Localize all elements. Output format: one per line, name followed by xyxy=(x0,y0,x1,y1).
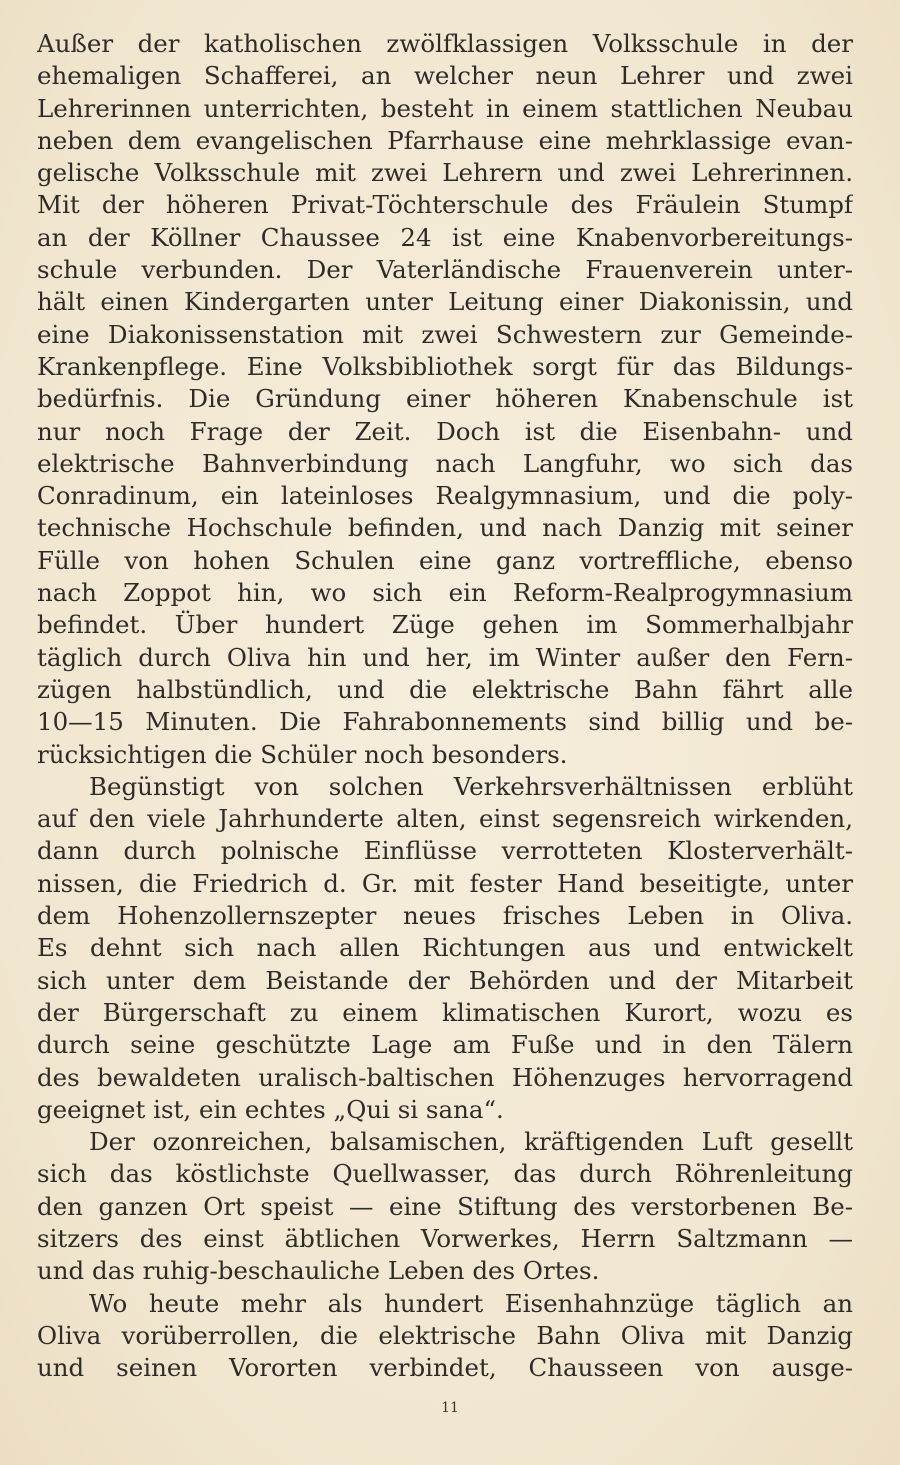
text-line: Es dehnt sich nach allen Richtungen aus und entwickelt xyxy=(37,933,853,963)
text-line: dem Hohenzollernszepter neues frisches Leben in Oliva. xyxy=(37,901,853,931)
text-line: rücksichtigen die Schüler noch besonders. xyxy=(37,739,568,769)
text-line: schule verbunden. Der Vaterländische Frauenverein unter- xyxy=(37,255,853,285)
text-line: dann durch polnische Einflüsse verrotteten Klosterverhält- xyxy=(37,836,853,866)
text-line: befindet. Über hundert Züge gehen im Sommerhalbjahr xyxy=(37,610,853,640)
text-line: Der ozonreichen, balsamischen, kräftigenden Luft gesellt xyxy=(89,1127,853,1157)
text-line: gelische Volksschule mit zwei Lehrern und zwei Lehrerinnen. xyxy=(37,158,853,188)
text-line: technische Hochschule befinden, und nach Danzig mit seiner xyxy=(37,513,853,543)
paragraph xyxy=(37,1288,853,1385)
text-line: und seinen Vororten verbindet, Chausseen von ausge- xyxy=(37,1353,853,1383)
body-text xyxy=(37,28,853,1384)
text-line: Mit der höheren Privat-Töchterschule des Fräulein Stumpf xyxy=(37,190,853,220)
text-line: ehemaligen Schafferei, an welcher neun Lehrer und zwei xyxy=(37,61,853,91)
paragraph xyxy=(37,771,853,1126)
text-line: sich das köstlichste Quellwasser, das durch Röhrenleitung xyxy=(37,1159,853,1189)
text-line: und das ruhig-beschauliche Leben des Ortes. xyxy=(37,1256,600,1286)
text-line: eine Diakonissenstation mit zwei Schwestern zur Gemeinde- xyxy=(37,319,853,349)
text-line: nach Zoppot hin, wo sich ein Reform-Realprogymnasium xyxy=(37,578,853,608)
text-line: des bewaldeten uralisch-baltischen Höhenzuges hervorragend xyxy=(37,1062,853,1092)
text-line: der Bürgerschaft zu einem klimatischen Kurort, wozu es xyxy=(37,997,853,1027)
text-line: 10—15 Minuten. Die Fahrabonnements sind billig und be- xyxy=(37,707,853,737)
text-line: Lehrerinnen unterrichten, besteht in einem stattlichen Neubau xyxy=(37,93,853,123)
text-line: durch seine geschützte Lage am Fuße und in den Tälern xyxy=(37,1030,853,1060)
text-line: den ganzen Ort speist — eine Stiftung des verstorbenen Be- xyxy=(37,1191,853,1221)
text-line: Oliva vorüberrollen, die elektrische Bahn Oliva mit Danzig xyxy=(37,1320,853,1350)
text-line: auf den viele Jahrhunderte alten, einst segensreich wirkenden, xyxy=(37,804,853,834)
text-line: täglich durch Oliva hin und her, im Winter außer den Fern- xyxy=(37,642,853,672)
text-line: neben dem evangelischen Pfarrhause eine mehrklassige evan- xyxy=(37,125,853,155)
text-line: sich unter dem Beistande der Behörden und der Mitarbeit xyxy=(37,965,853,995)
text-line: bedürfnis. Die Gründung einer höheren Knabenschule ist xyxy=(37,384,853,414)
text-line: geeignet ist, ein echtes „Qui si sana“. xyxy=(37,1094,504,1124)
paragraph xyxy=(37,28,853,771)
text-line: Fülle von hohen Schulen eine ganz vortreffliche, ebenso xyxy=(37,545,853,575)
text-line: zügen halbstündlich, und die elektrische Bahn fährt alle xyxy=(37,674,853,704)
text-line: Außer der katholischen zwölfklassigen Volksschule in der xyxy=(37,29,853,58)
text-line: hält einen Kindergarten unter Leitung einer Diakonissin, und xyxy=(37,287,853,317)
text-line: nur noch Frage der Zeit. Doch ist die Eisenbahn- und xyxy=(37,416,853,446)
page-number: 11 xyxy=(441,1400,459,1416)
text-line: sitzers des einst äbtlichen Vorwerkes, Herrn Saltzmann — xyxy=(37,1223,853,1253)
text-line: Krankenpflege. Eine Volksbibliothek sorgt für das Bildungs- xyxy=(37,351,853,381)
text-line: elektrische Bahnverbindung nach Langfuhr, wo sich das xyxy=(37,448,853,478)
paragraph xyxy=(37,1126,853,1287)
text-line: an der Köllner Chaussee 24 ist eine Knabenvorbereitungs- xyxy=(37,222,853,252)
text-line: nissen, die Friedrich d. Gr. mit fester Hand beseitigte, unter xyxy=(37,868,853,898)
text-line: Wo heute mehr als hundert Eisenhahnzüge täglich an xyxy=(89,1288,853,1318)
text-line: Conradinum, ein lateinloses Realgymnasium, und die poly- xyxy=(37,481,853,511)
text-line: Begünstigt von solchen Verkehrsverhältnissen erblüht xyxy=(89,771,853,801)
